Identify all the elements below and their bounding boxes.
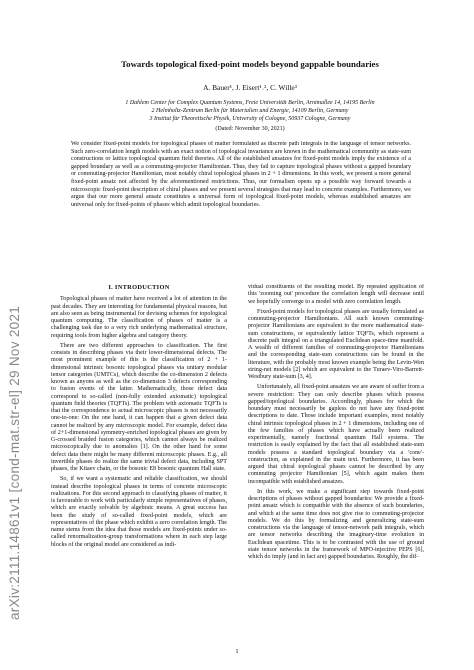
affiliation-2: 2 Helmholtz-Zentrum Berlin für Materialien und Energie, 14109 Berlin, Germany (151, 108, 349, 114)
affiliation-1: 1 Dahlem Center for Complex Quantum Systems, Freie Universität Berlin, Arnimallee 14, 14195 Berlin (125, 100, 375, 106)
abstract: We consider fixed-point models for topological phases of matter formulated as discrete path integrals in the language of tensor networks. Such zero-correlation length models with an exact notion of topological invariance are known in the mathematical community as state-sum constructions or lattice topological quantum field theories. All of the established ansatzes for fixed-point models imply the existence of a gapped boundary as well as a commuting-projector Hamiltonian. Thus, they fail to capture topological phases without a gapped boundary or commuting-projector Hamiltonian, most notably chiral topological phases in 2 + 1 dimensions. In this work, we present a more general fixed-point ansatz not affected by the aforementioned restrictions. Thus, our formalism opens up a possible way forward towards a microscopic fixed-point description of chiral phases and we present several strategies that may lead to concrete examples. Furthermore, we argue that our more general ansatz constitutes a universal form of topological fixed-point models, whereas established ansatzes are universal only for fixed-points of phases which admit topological boundaries. (71, 141, 411, 208)
paragraph: Unfortunately, all fixed-point ansatzes we are aware of suffer from a severe restriction: They can only describe phases which possess gapped/topological boundaries. Accordingly, phases for which the boundary must necessarily be gapless do not have any fixed-point descriptions to date. Those include important examples, most notably chiral intrinsic topological phases in 2 + 1 dimensions, including one of the few families of phases which have actually been realized experimentally, namely fractional quantum Hall systems. The restriction is easily explained by the fact that all established state-sum models possess a standard topological boundary via a 'cone'-construction, as explained in the main text. Furthermore, it has been argued that chiral topological phases cannot be described by any commuting projector Hamiltonian [5], which again makes them incompatible with established ansatzes. (248, 384, 424, 485)
affiliation-3: 3 Institut für Theoretische Physik, University of Cologne, 50937 Cologne, Germany (149, 116, 351, 122)
page-number: 1 (235, 648, 239, 655)
right-column (248, 284, 424, 642)
section-heading: I. INTRODUCTION (108, 284, 170, 291)
paper-date: (Dated: November 30, 2021) (215, 126, 285, 132)
arxiv-sidebar-stamp (0, 150, 30, 620)
paper-title: Towards topological fixed-point models beyond gappable boundaries (121, 59, 379, 69)
paragraph: There are two different approaches to classification. The first consists in describing phases via their lower-dimensional defects. The most prominent example of this is the classification of 2 + 1-dimensional intrinsic bosonic topological phases via unitary modular tensor categories (UMTCs), which describe the co-dimension 2 defects known as anyons as well as the co-dimension 3 defects corresponding to fusion events of the latter. Mathematically, those defect data correspond to so-called (non-fully extended axiomatic) topological quantum field theories (TQFTs). The problem with axiomatic TQFTs is that the correspondence to actual microscopic phases is not necessarily one-to-one: On the one hand, it can happen that a given defect data cannot be realized by any microscopic model. For example, defect data of 2+1-dimensional symmetry-enriched topological phases are given by G-crossed braided fusion categories, which cannot always be realized microscopically due to anomalies [1]. On the other hand for some defect data there might be many different microscopic phases. E.g., all invertible phases do realize the same trivial defect data, including SPT phases, the Kitaev chain, or the bosonic E8 bosonic quantum Hall state. (51, 342, 227, 472)
arxiv-identifier: arXiv:2111.14861v1 [cond-mat.str-el] 29 Nov 2021 (7, 305, 22, 620)
paragraph: So, if we want a systematic and reliable classification, we should instead describe topological phases in terms of concrete microscopic realizations. For this second approach to classifying phases of matter, it is favourable to work with particularly simple representatives of phases, which are exactly solvable by algebraic means. A great success has been the study of so-called fixed-point models, which are representatives of the phase which exhibit a zero correlation length. The name stems from the idea that those models are fixed-points under so-called renormalization-group transformations where in each step large blocks of the original model are considered as indi- (51, 476, 227, 548)
paragraph: vidual constituents of the resulting model. By repeated application of this 'zooming out' procedure the correlation length will decrease until we hopefully converge to a model with zero correlation length. (248, 284, 424, 305)
paragraph: Fixed-point models for topological phases are usually formulated as commuting-projector Hamiltonians. All such known commuting-projector Hamiltonians are equivalent to the more mathematical state-sum constructions, or equivalently lattice TQFTs, which represent a discrete path integral on a triangulated Euclidean space-time manifold. A wealth of different families of commuting-projector Hamiltonians and the corresponding state-sum constructions can be found in the literature, with the probably most known example being the Levin-Wen string-net models [2] which are equivalent to the Turaev-Viro-Barrett-Westbury state-sum [3, 4]. (248, 308, 424, 380)
paragraph: Topological phases of matter have received a lot of attention in the past decades. They are interesting for fundamental physical reasons, but are also seen as being instrumental for devising schemes for topological quantum computing. The classification of phases of matter is a challenging task due to a very rich underlying mathematical structure, requiring tools from higher algebra and category theory. (51, 296, 227, 339)
paragraph: In this work, we make a significant step towards fixed-point descriptions of phases without gapped boundaries: We provide a fixed-point ansatz which is compatible with the absence of such boundaries, and which at the same time does not give rise to commuting-projector models. We do this by formalizing and generalizing state-sum constructions via the language of tensor-network path integrals, which are tensor networks describing the imaginary-time evolution in Euclidean spacetime. This is to be contrasted with the use of ground state tensor networks in the framework of MPO-injective PEPS [6], which do imply (and in fact are) gapped boundaries. Roughly, the dif- (248, 488, 424, 560)
paper-authors: A. Bauer¹, J. Eisert¹˒², C. Wille³ (203, 83, 297, 92)
left-column (51, 284, 227, 642)
